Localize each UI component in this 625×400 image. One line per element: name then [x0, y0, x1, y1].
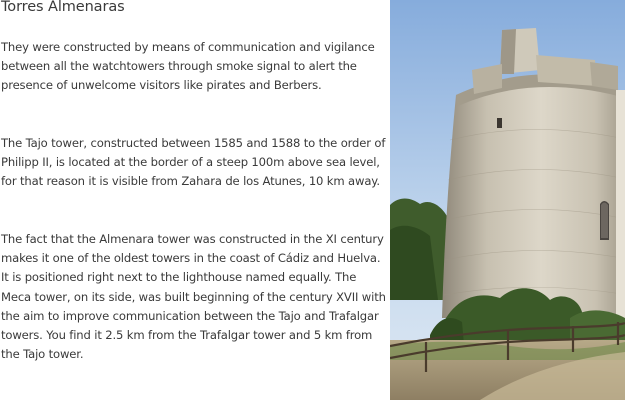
tower-window-small: [497, 118, 502, 128]
tower-body: [442, 76, 622, 318]
paragraph-tajo-tower: The Tajo tower, constructed between 1585 and 1588 to the order of Philipp II, is located at the border of a steep 100m above sea level, for that reason it is visible from Zahara de los Atunes, 10 km away.: [1, 136, 386, 189]
page-title: Torres Almenaras: [1, 0, 125, 15]
paragraph-smoke-signals: They were constructed by means of communication and vigilance between all the watchtowers through smoke signal to alert the presence of unwelcome visitors like pirates and Berbers.: [1, 40, 375, 93]
watchtower-photo: [390, 0, 625, 400]
paragraph-almenara-meca-towers: The fact that the Almenara tower was constructed in the XI century makes it one of the oldest towers in the coast of Cádiz and Huelva. It is positioned right next to the lighthouse named equally. The Meca tower, on its side, was built beginning of the century XVII with the aim to improve communication between the Tajo and Trafalgar towers. You find it 2.5 km from the Trafalgar tower and 5 km from the Tajo tower.: [1, 232, 386, 362]
